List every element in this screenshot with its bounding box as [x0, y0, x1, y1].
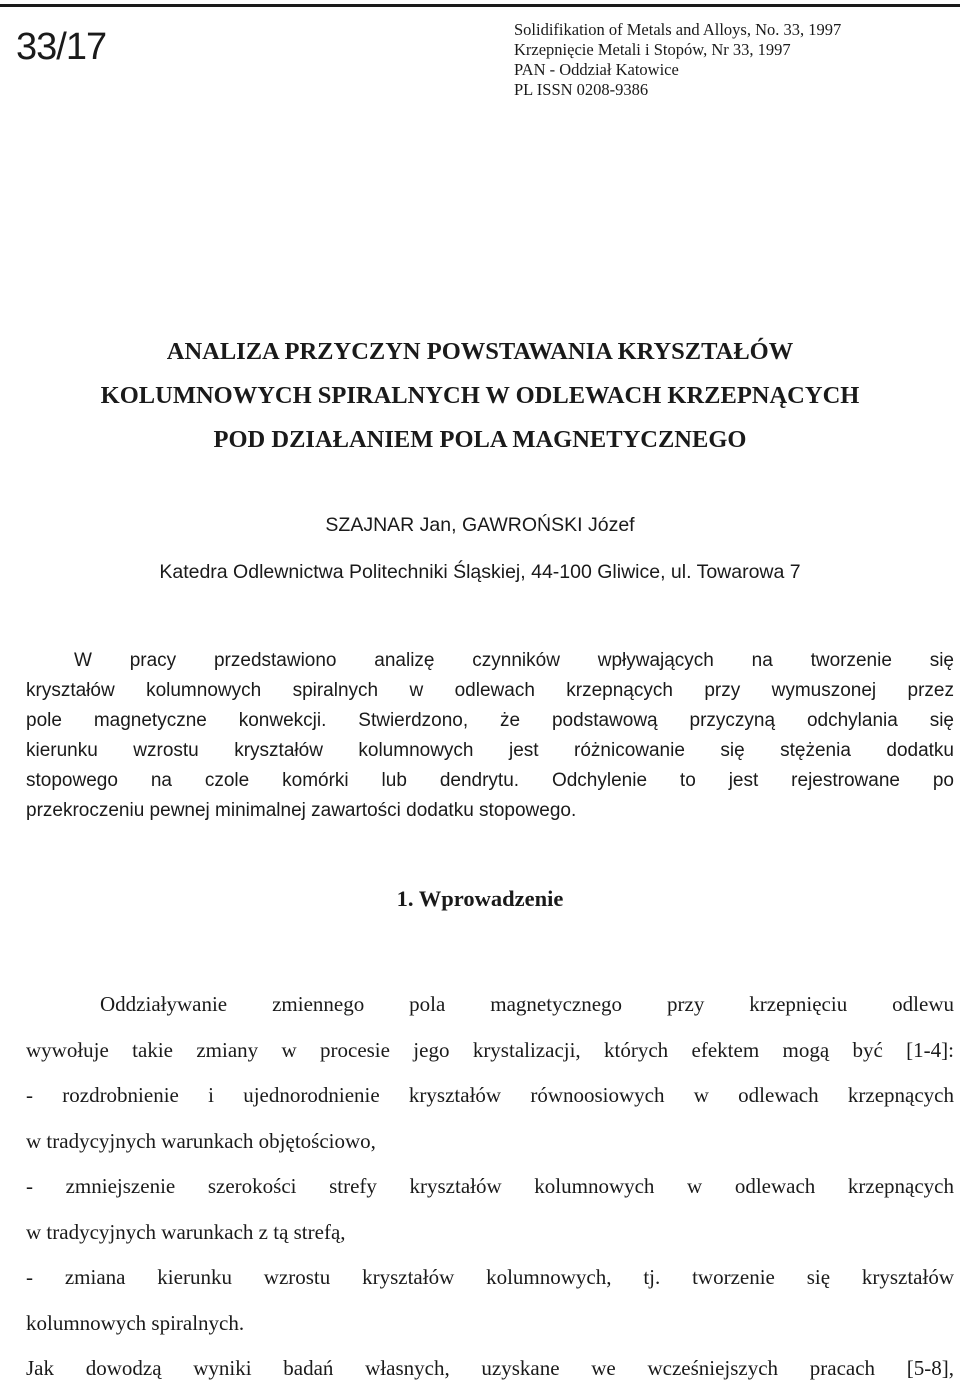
journal-issn: PL ISSN 0208-9386: [514, 80, 649, 99]
abstract-line: W pracy przedstawiono analizę czynników wpływających na tworzenie się: [74, 650, 954, 671]
journal-line-english: Solidifikation of Metals and Alloys, No. 33, 1997: [514, 20, 842, 39]
body-line: kolumnowych spiralnych.: [26, 1310, 245, 1335]
abstract-line: kryształów kolumnowych spiralnych w odlewach krzepnących przy wymuszonej przez: [26, 680, 954, 701]
top-rule: [0, 4, 960, 7]
title-line: POD DZIAŁANIEM POLA MAGNETYCZNEGO: [213, 426, 747, 453]
affiliation: Katedra Odlewnictwa Politechniki Śląskiej, 44-100 Gliwice, ul. Towarowa 7: [159, 561, 801, 583]
body-line: Oddziaływanie zmiennego pola magnetycznego przy krzepnięciu odlewu: [100, 992, 954, 1016]
body-line: Jak dowodzą wyniki badań własnych, uzyskane we wcześniejszych pracach [5-8],: [26, 1356, 954, 1380]
body-line: w tradycyjnych warunkach objętościowo,: [26, 1128, 376, 1153]
section-heading: 1. Wprowadzenie: [396, 886, 564, 911]
abstract-line: przekroczeniu pewnej minimalnej zawartości dodatku stopowego.: [26, 800, 577, 821]
journal-publisher: PAN - Oddział Katowice: [514, 60, 679, 79]
body-line: w tradycyjnych warunkach z tą strefą,: [26, 1219, 346, 1244]
abstract-line: kierunku wzrostu kryształów kolumnowych jest różnicowanie się stężenia dodatku: [26, 740, 954, 761]
paper-title: [40, 330, 920, 462]
body-text: [26, 982, 954, 1392]
body-line: wywołuje takie zmiany w procesie jego krystalizacji, których efektem mogą być [1-4]:: [26, 1037, 954, 1062]
journal-info: [514, 20, 841, 100]
title-line: KOLUMNOWYCH SPIRALNYCH W ODLEWACH KRZEPNĄCYCH: [100, 382, 860, 409]
journal-line-polish: Krzepnięcie Metali i Stopów, Nr 33, 1997: [514, 40, 791, 59]
issue-number: 33/17: [16, 26, 107, 68]
abstract-line: pole magnetyczne konwekcji. Stwierdzono, że podstawową przyczyną odchylania się: [26, 710, 954, 731]
title-line: ANALIZA PRZYCZYN POWSTAWANIA KRYSZTAŁÓW: [166, 338, 794, 365]
body-line: - zmiana kierunku wzrostu kryształów kolumnowych, tj. tworzenie się kryształów: [26, 1265, 954, 1289]
abstract-line: stopowego na czole komórki lub dendrytu. Odchylenie to jest rejestrowane po: [26, 770, 954, 791]
body-line: - rozdrobnienie i ujednorodnienie kryształów równoosiowych w odlewach krzepnących: [26, 1083, 954, 1107]
abstract: [26, 646, 954, 826]
authors: SZAJNAR Jan, GAWROŃSKI Józef: [325, 514, 635, 536]
body-line: - zmniejszenie szerokości strefy kryształów kolumnowych w odlewach krzepnących: [26, 1174, 954, 1198]
